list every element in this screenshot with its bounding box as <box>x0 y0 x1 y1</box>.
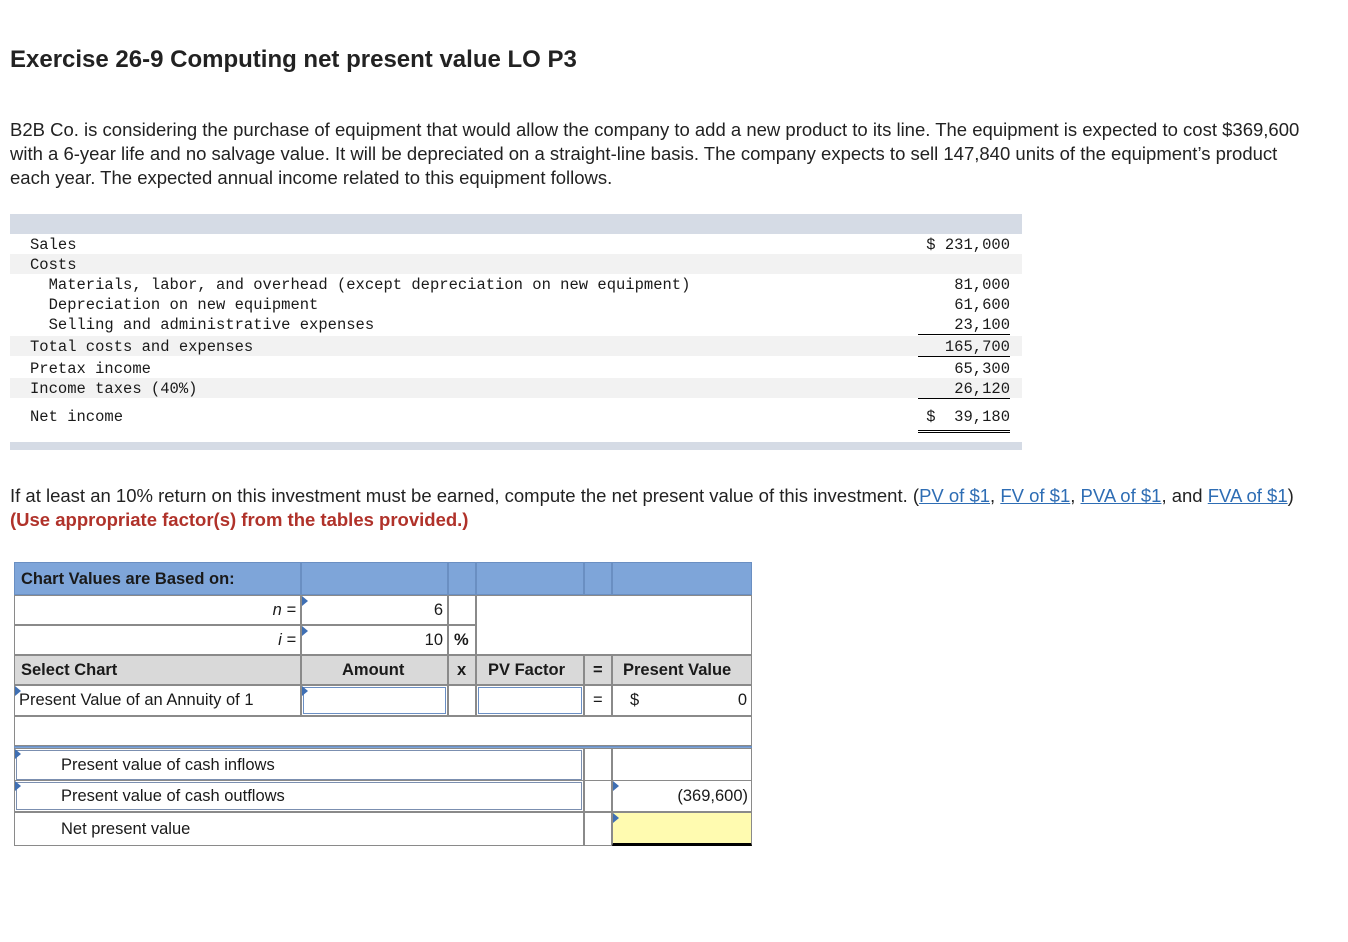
amount-input-cell <box>301 685 448 716</box>
outflows-label-cell: Present value of cash outflows <box>14 780 584 812</box>
header-blank-4 <box>584 562 612 595</box>
income-statement <box>10 214 1022 450</box>
row1-equals-cell: = <box>584 685 612 716</box>
input-flag-icon <box>302 686 308 696</box>
percent-cell: % <box>448 625 476 655</box>
pv-factor-header: PV Factor <box>476 655 584 685</box>
question-text: If at least an 10% return on this investment must be earned, compute the net present value of this investment. (PV of $1, FV of $1, PVA of $1, and FVA of $1) (Use appropriate factor(s) from the tables provided.) <box>10 485 1294 530</box>
inflows-value-cell[interactable] <box>612 748 752 782</box>
npv-label-cell: Net present value <box>14 812 584 846</box>
input-flag-icon <box>302 626 308 636</box>
statement-bottom-bar <box>10 442 1022 450</box>
statement-top-bar <box>10 214 1022 234</box>
row-pretax: Pretax income 65,300 <box>30 360 1010 378</box>
spacer-row <box>14 716 752 746</box>
row-costs: Costs <box>10 254 1022 274</box>
instruction-text: (Use appropriate factor(s) from the tables provided.) <box>10 509 469 530</box>
select-chart-dropdown[interactable]: Present Value of an Annuity of 1 <box>14 685 301 716</box>
row-sales: Sales $ 231,000 <box>30 236 1010 254</box>
equals-header: = <box>584 655 612 685</box>
header-blank-1 <box>301 562 448 595</box>
row-materials: Materials, labor, and overhead (except depreciation on new equipment) 81,000 <box>30 276 1010 294</box>
amount-input[interactable] <box>303 687 446 714</box>
n-value-cell[interactable]: 6 <box>301 595 448 625</box>
link-pv-of-1[interactable]: PV of $1 <box>919 485 991 506</box>
input-flag-icon <box>15 749 21 759</box>
chart-based-on-header: Chart Values are Based on: <box>14 562 301 595</box>
row-income-taxes: Income taxes (40%) 26,120 <box>10 378 1022 398</box>
inflows-label-cell: Present value of cash inflows <box>14 748 584 782</box>
n-label-cell: n = <box>14 595 301 625</box>
header-blank-3 <box>476 562 584 595</box>
ni-spacer-cell <box>476 595 752 655</box>
input-flag-icon <box>302 596 308 606</box>
inflows-blank-cell <box>584 748 612 782</box>
times-blank-cell <box>448 685 476 716</box>
npv-answer-input[interactable] <box>612 812 752 846</box>
pv-factor-input[interactable] <box>478 687 582 714</box>
link-fva-of-1[interactable]: FVA of $1 <box>1207 485 1288 506</box>
n-blank-cell <box>448 595 476 625</box>
row-total-costs: Total costs and expenses 165,700 <box>10 336 1022 356</box>
npv-worksheet <box>14 562 752 846</box>
pv-factor-input-cell <box>476 685 584 716</box>
problem-description: B2B Co. is considering the purchase of equipment that would allow the company to add a new product to its line. The equipment is expected to cost $369,600 with a 6-year life and no salvage value. It will be depreciated on a straight-line basis. The company expects to sell 147,840 units of the equipment’s product each year. The expected annual income related to this equipment follows. <box>10 119 1300 188</box>
row1-present-value-cell: $ 0 <box>612 685 752 716</box>
times-header: x <box>448 655 476 685</box>
input-flag-icon <box>613 781 619 791</box>
row-selling-admin: Selling and administrative expenses 23,100 <box>30 316 1010 334</box>
row-depreciation: Depreciation on new equipment 61,600 <box>30 296 1010 314</box>
link-pva-of-1[interactable]: PVA of $1 <box>1080 485 1162 506</box>
amount-header: Amount <box>301 655 448 685</box>
header-blank-5 <box>612 562 752 595</box>
outflows-blank-cell <box>584 780 612 812</box>
header-blank-2 <box>448 562 476 595</box>
input-flag-icon <box>15 781 21 791</box>
row-net-income: Net income $ 39,180 <box>10 406 1022 426</box>
npv-blank-cell <box>584 812 612 846</box>
outflows-value-cell[interactable]: (369,600) <box>612 780 752 812</box>
i-label-cell: i = <box>14 625 301 655</box>
input-flag-icon <box>613 813 619 823</box>
exercise-title: Exercise 26-9 Computing net present value LO P3 <box>10 46 577 73</box>
select-chart-header: Select Chart <box>14 655 301 685</box>
i-value-cell[interactable]: 10 <box>301 625 448 655</box>
present-value-header: Present Value <box>612 655 752 685</box>
link-fv-of-1[interactable]: FV of $1 <box>1000 485 1071 506</box>
